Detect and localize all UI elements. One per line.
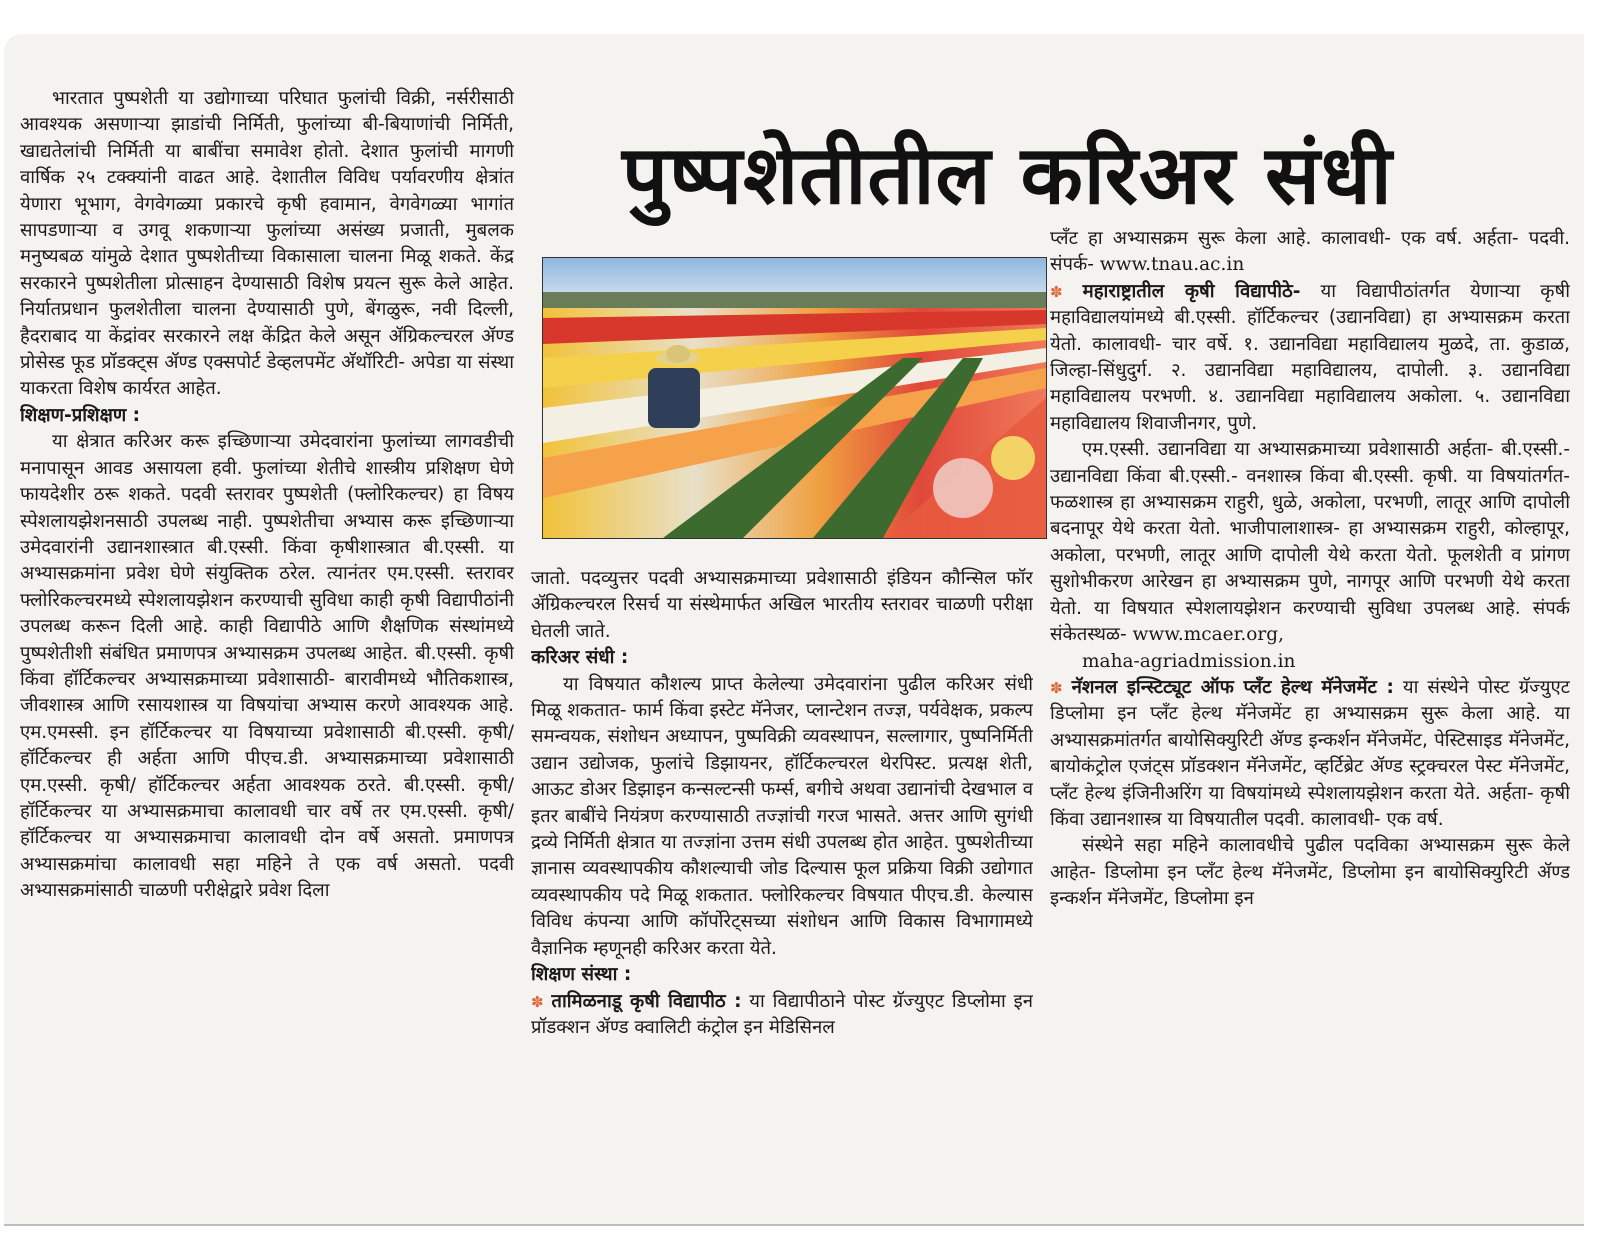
diploma-paragraph: संस्थेने सहा महिने कालावधीचे पुढील पदविका अभ्यासक्रम सुरू केले आहेत- डिप्लोमा इन प्लँट हेल्थ मॅनेजमेंट, डिप्लोमा इन बायोसिक्युरिटी ॲण्ड इन्कर्शन मॅनेजमेंट, डिप्लोमा इन	[1050, 835, 1570, 910]
flower-field-illustration	[543, 258, 1046, 538]
tnau-heading: तामिळनाडू कृषी विद्यापीठ :	[551, 990, 742, 1012]
bleed-through-left	[4, 36, 524, 66]
subheading-education: शिक्षण-प्रशिक्षण :	[20, 404, 141, 426]
flower-field-photo	[542, 257, 1047, 539]
tnau-website: www.tnau.ac.in	[1099, 254, 1245, 276]
tnau-paragraph	[531, 989, 1033, 1042]
bullet-flower-icon: ✽	[1050, 282, 1063, 301]
column-3	[1050, 226, 1570, 1224]
education-paragraph: या क्षेत्रात करिअर करू इच्छिणाऱ्या उमेदवारांना फुलांच्या लागवडीची मनापासून आवड असायला हवी. फुलांच्या शेतीचे शास्त्रीय प्रशिक्षण घेणे फायदेशीर ठरू शकते. पदवी स्तरावर पुष्पशेती (फ्लोरिकल्चर) हा विषय स्पेशलायझेशनसाठी उपलब्ध नाही. पुष्पशेतीचा अभ्यास करू इच्छिणाऱ्या उमेदवारांनी उद्यानशास्त्रात बी.एस्सी. किंवा कृषीशास्त्रात बी.एस्सी. या अभ्यासक्रमांना प्रवेश घेणे संयुक्तिक ठरेल. त्यानंतर एम.एस्सी. स्तरावर फ्लोरिकल्चरमध्ये स्पेशलायझेशन करण्याची सुविधा काही कृषी विद्यापीठांनी उपलब्ध करून दिली आहे. काही विद्यापीठे आणि शैक्षणिक संस्थांमध्ये पुष्पशेतीशी संबंधित प्रमाणपत्र अभ्यासक्रम उपलब्ध आहेत. बी.एस्सी. कृषी किंवा हॉर्टिकल्चर अभ्यासक्रमाच्या प्रवेशासाठी- बारावीमध्ये भौतिकशास्त्र, जीवशास्त्र आणि रसायशास्त्र या विषयांचा अभ्यास करणे आवश्यक आहे. एम.एमस्सी. इन हॉर्टिकल्चर या विषयाच्या प्रवेशासाठी बी.एस्सी. कृषी/ हॉर्टिकल्चर ही अर्हता आणि पीएच.डी. अभ्यासक्रमाच्या प्रवेशासाठी एम.एस्सी. कृषी/ हॉर्टिकल्चर अर्हता आवश्यक ठरते. बी.एस्सी. कृषी/ हॉर्टिकल्चर या अभ्यासक्रमाचा कालावधी चार वर्षे तर एम.एस्सी. कृषी/ हॉर्टिकल्चर या अभ्यासक्रमाचा कालावधी दोन वर्षे असतो. प्रमाणपत्र अभ्यासक्रमांचा कालावधी सहा महिने ते एक वर्ष असतो. पदवी अभ्यासक्रमांसाठी चाळणी परीक्षेद्वारे प्रवेश दिला	[20, 431, 514, 902]
mcaer-website: www.mcaer.org,	[1132, 624, 1284, 646]
bullet-flower-icon: ✽	[1050, 678, 1063, 697]
column-2	[531, 566, 1033, 1224]
maharashtra-heading: महाराष्ट्रातील कृषी विद्यापीठे-	[1082, 280, 1301, 302]
tnau-continued-text: प्लँट हा अभ्यासक्रम सुरू केला आहे. कालावधी- एक वर्ष. अर्हता- पदवी. संपर्क-	[1050, 228, 1570, 276]
msc-text: एम.एस्सी. उद्यानविद्या या अभ्यासक्रमाच्या प्रवेशासाठी अर्हता- बी.एस्सी.- उद्यानविद्या किंवा बी.एस्सी.- वनशास्त्र किंवा बी.एस्सी. कृषी. या विषयांतर्गत- फळशास्त्र हा अभ्यासक्रम राहुरी, धुळे, अकोला, परभणी, लातूर आणि दापोली बदनापूर येथे करता येतो. भाजीपालाशास्त्र- हा अभ्यासक्रम राहुरी, कोल्हापूर, अकोला, परभणी, लातूर आणि दापोली येथे करता येतो. फूलशेती व प्रांगण सुशोभीकरण आरेखन हा अभ्यासक्रम पुणे, नागपूर आणि परभणी येथे करता येतो. या विषयात स्पेशलायझेशन करण्याची सुविधा उपलब्ध आहे. संपर्क संकेतस्थळ-	[1050, 439, 1570, 646]
niphm-heading: नॅशनल इन्स्टिट्यूट ऑफ प्लँट हेल्थ मॅनेजमेंट :	[1071, 676, 1394, 698]
career-paragraph: या विषयात कौशल्य प्राप्त केलेल्या उमेदवारांना पुढील करिअर संधी मिळू शकतात- फार्म किंवा इस्टेट मॅनेजर, प्लान्टेशन तज्ज्ञ, पर्यवेक्षक, प्रकल्प समन्वयक, संशोधन अध्यापन, पुष्पविक्री व्यवस्थापन, सल्लागार, पुष्पनिर्मिती उद्यान उद्योजक, फुलांचे डिझायनर, हॉर्टिकल्चरल थेरपिस्ट. प्रत्यक्ष शेती, आऊट डोअर डिझाइन कन्सल्टन्सी फर्म्स, बगीचे अथवा उद्यानांची देखभाल व इतर बाबींचे नियंत्रण करण्यासाठी तज्ज्ञांची गरज भासते. अत्तर आणि सुगंधी द्रव्ये निर्मिती क्षेत्रात या तज्ज्ञांना उत्तम संधी उपलब्ध होत आहेत. पुष्पशेतीच्या ज्ञानास व्यवस्थापकीय कौशल्याची जोड दिल्यास फूल प्रक्रिया विक्री उद्योगात व्यवस्थापकीय पदे मिळू शकतात. फ्लोरिकल्चर विषयात पीएच.डी. केल्यास विविध कंपन्या आणि कॉर्पोरेट्सच्या संशोधन आणि विकास विभागामध्ये वैज्ञानिक म्हणूनही करिअर करता येते.	[531, 673, 1033, 959]
tnau-continued	[1050, 226, 1570, 279]
subheading-institutes: शिक्षण संस्था :	[531, 964, 632, 986]
msc-paragraph	[1050, 437, 1570, 648]
headline: पुष्पशेतीतील करिअर संधी	[622, 129, 1393, 223]
newspaper-clipping	[4, 34, 1584, 1226]
intro-paragraph: भारतात पुष्पशेती या उद्योगाच्या परिघात फुलांची विक्री, नर्सरीसाठी आवश्यक असणाऱ्या झाडांची निर्मिती, फुलांच्या बी-बियाणांची निर्मिती, खाद्यतेलांची निर्मिती या बाबींचा समावेश होतो. देशात फुलांची मागणी वार्षिक २५ टक्क्यांनी वाढत आहे. देशातील विविध पर्यावरणीय क्षेत्रांत येणारा भूभाग, वेगवेगळ्या प्रकारचे कृषी हवामान, वेगवेगळ्या भागांत सापडणाऱ्या व उगवू शकणाऱ्या फुलांच्या असंख्य प्रजाती, मुबलक मनुष्यबळ यांमुळे देशात पुष्पशेतीच्या विकासाला चालना मिळू शकते. केंद्र सरकारने पुष्पशेतीला प्रोत्साहन देण्यासाठी विशेष प्रयत्न सुरू केले आहेत. निर्यातप्रधान फुलशेतीला चालना देण्यासाठी पुणे, बेंगळुरू, नवी दिल्ली, हैदराबाद या केंद्रांवर सरकारने लक्ष केंद्रित केले असून ॲग्रिकल्चरल ॲण्ड प्रोसेस्ड फूड प्रॉडक्ट्स ॲण्ड एक्सपोर्ट डेव्हलपमेंट अ‍ॅथॉरिटी- अपेडा या संस्था याकरता विशेष कार्यरत आहेत.	[20, 88, 514, 400]
maharashtra-text: या विद्यापीठांतर्गत येणाऱ्या कृषी महाविद्यालयांमध्ये बी.एस्सी. हॉर्टिकल्चर (उद्यानविद्या) हा अभ्यासक्रम करता येतो. कालावधी- चार वर्षे. १. उद्यानविद्या महाविद्यालय मुळदे, ता. कुडाळ, जिल्हा-सिंधुदुर्ग. २. उद्यानविद्या महाविद्यालय, दापोली. ३. उद्यानविद्या महाविद्यालय परभणी. ४. उद्यानविद्या महाविद्यालय अकोला. ५. उद्यानविद्या महाविद्यालय शिवाजीनगर, पुणे.	[1050, 280, 1570, 434]
niphm-text: या संस्थेने पोस्ट ग्रॅज्युएट डिप्लोमा इन प्लँट हेल्थ मॅनेजमेंट हा अभ्यासक्रम सुरू केला आहे. या अभ्यासक्रमांतर्गत बायोसिक्युरिटी ॲण्ड इन्कर्शन मॅनेजमेंट, पेस्टिसाइड मॅनेजमेंट, बायोकंट्रोल एजंट्स प्रॉडक्शन मॅनेजमेंट, व्हर्टिब्रेट ॲण्ड स्ट्रक्चरल पेस्ट मॅनेजमेंट, प्लँट हेल्थ इंजिनीअरिंग या विषयांमध्ये स्पेशलायझेशन करता येते. अर्हता- कृषी किंवा उद्यानशास्त्र या विषयातील पदवी. कालावधी- एक वर्ष.	[1050, 676, 1570, 830]
tnau-text: या विद्यापीठाने पोस्ट ग्रॅज्युएट डिप्लोमा इन प्रॉडक्शन ॲण्ड क्वालिटी कंट्रोल इन मेडिसिनल	[531, 990, 1033, 1038]
continued-paragraph: जातो. पदव्युत्तर पदवी अभ्यासक्रमाच्या प्रवेशासाठी इंडियन कौन्सिल फॉर ॲग्रिकल्चरल रिसर्च या संस्थेमार्फत अखिल भारतीय स्तरावर चाळणी परीक्षा घेतली जाते.	[531, 568, 1033, 642]
bullet-flower-icon: ✽	[531, 992, 544, 1011]
subheading-career: करिअर संधी :	[531, 647, 629, 669]
maharashtra-paragraph	[1050, 279, 1570, 437]
niphm-paragraph	[1050, 675, 1570, 833]
column-1	[20, 86, 514, 1224]
admission-website: maha-agriadmission.in	[1082, 650, 1296, 672]
